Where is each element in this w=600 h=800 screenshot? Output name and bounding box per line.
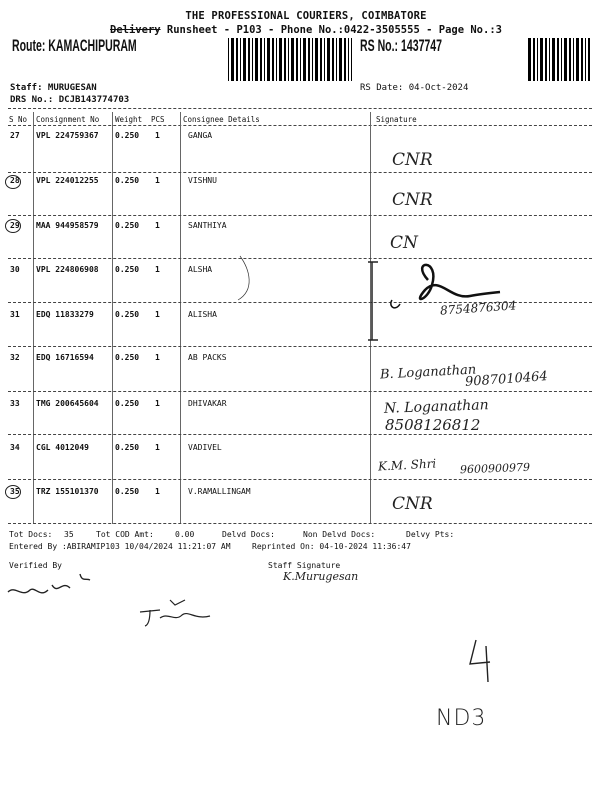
delvy-pts-label: Delvy Pts: xyxy=(406,530,455,539)
tot-docs-label: Tot Docs: xyxy=(9,530,53,539)
row-consignment: VPL 224806908 xyxy=(36,265,99,274)
sig-note-29: CN xyxy=(390,233,418,253)
row-pcs: 1 xyxy=(155,353,160,362)
col-consignment: Consignment No xyxy=(36,115,100,124)
col-pcs: PCS xyxy=(151,115,165,124)
row-weight: 0.250 xyxy=(115,443,140,452)
sig-note-35: CNR xyxy=(392,494,433,514)
sig-name-34: K.M. Shri xyxy=(377,456,437,474)
row-pcs: 1 xyxy=(155,176,160,185)
runsheet-subtitle: Runsheet - P103 - Phone No.:0422-3505555 - Page No.:3 xyxy=(160,24,502,36)
col-sno: S No xyxy=(9,115,28,124)
row-sno: 32 xyxy=(10,353,20,362)
row-consignee: ALSHA xyxy=(188,265,213,274)
row-weight: 0.250 xyxy=(115,265,140,274)
verified-by-label: Verified By xyxy=(9,561,62,570)
row-consignment: VPL 224759367 xyxy=(36,131,99,140)
row-sno: 33 xyxy=(10,399,20,408)
row-consignee: GANGA xyxy=(188,131,213,140)
ink-signature-31 xyxy=(391,300,400,308)
row-consignee: VISHNU xyxy=(188,176,217,185)
row-consignment: CGL 4012049 xyxy=(36,443,89,452)
row-consignment: VPL 224012255 xyxy=(36,176,99,185)
tot-cod-label: Tot COD Amt: xyxy=(96,530,154,539)
staff-handwritten-signature: K.Murugesan xyxy=(283,570,359,583)
row-consignee: V.RAMALLINGAM xyxy=(188,487,251,496)
row-pcs: 1 xyxy=(155,310,160,319)
row-weight: 0.250 xyxy=(115,221,140,230)
tot-cod-value: 0.00 xyxy=(175,530,195,539)
row-consignee: VADIVEL xyxy=(188,443,222,452)
row-sno: 28 xyxy=(10,176,20,185)
row-weight: 0.250 xyxy=(115,399,140,408)
drs-number: DRS No.: DCJB143774703 xyxy=(10,95,130,105)
row-pcs: 1 xyxy=(155,265,160,274)
row-sno: 35 xyxy=(10,487,20,496)
ink-page-mark xyxy=(470,640,490,682)
tot-docs-value: 35 xyxy=(64,530,74,539)
row-sno: 34 xyxy=(10,443,20,452)
rs-number: RS No.: 1437747 xyxy=(360,36,443,55)
row-sno: 30 xyxy=(10,265,20,274)
sig-note-34: 9600900979 xyxy=(459,460,531,477)
ink-verifier-signature xyxy=(8,574,90,593)
sig-note-31: 8754876304 xyxy=(439,298,517,318)
row-consignment: EDQ 16716594 xyxy=(36,353,94,362)
entered-by: Entered By :ABIRAMIP103 10/04/2024 11:21:07 AM xyxy=(9,542,231,551)
row-pcs: 1 xyxy=(155,221,160,230)
route-label: Route: KAMACHIPURAM xyxy=(12,36,137,55)
row-sno: 27 xyxy=(10,131,20,140)
row-consignment: MAA 944958579 xyxy=(36,221,99,230)
row-sno: 31 xyxy=(10,310,20,319)
nd-mark: ND3 xyxy=(436,706,487,731)
row-sno: 29 xyxy=(10,221,20,230)
reprinted-on: Reprinted On: 04-10-2024 11:36:47 xyxy=(252,542,411,551)
sig-note-33: 8508126812 xyxy=(385,416,481,434)
staff-name: Staff: MURUGESAN xyxy=(10,83,97,93)
col-signature: Signature xyxy=(376,115,417,124)
row-weight: 0.250 xyxy=(115,353,140,362)
row-consignee: ALISHA xyxy=(188,310,217,319)
doc-type-label: Delivery xyxy=(110,24,161,36)
ink-scribble xyxy=(238,256,249,300)
sig-note-32: 9087010464 xyxy=(464,369,549,390)
row-pcs: 1 xyxy=(155,443,160,452)
staff-signature-label: Staff Signature xyxy=(268,561,341,570)
row-consignee: AB PACKS xyxy=(188,353,227,362)
col-consignee: Consignee Details xyxy=(183,115,260,124)
row-pcs: 1 xyxy=(155,131,160,140)
row-weight: 0.250 xyxy=(115,310,140,319)
col-weight: Weight xyxy=(115,115,143,124)
row-weight: 0.250 xyxy=(115,487,140,496)
ink-second-signature xyxy=(140,600,210,626)
ink-bracket xyxy=(368,262,378,340)
row-weight: 0.250 xyxy=(115,176,140,185)
row-pcs: 1 xyxy=(155,399,160,408)
sig-name-33: N. Loganathan xyxy=(383,397,489,417)
company-title: THE PROFESSIONAL COURIERS, COIMBATORE xyxy=(185,10,427,22)
row-weight: 0.250 xyxy=(115,131,140,140)
row-consignee: SANTHIYA xyxy=(188,221,227,230)
sig-name-32: B. Loganathan xyxy=(379,362,477,383)
row-consignee: DHIVAKAR xyxy=(188,399,227,408)
non-delvd-docs-label: Non Delvd Docs: xyxy=(303,530,376,539)
sig-note-27: CNR xyxy=(392,150,433,170)
row-consignment: TRZ 155101370 xyxy=(36,487,99,496)
ink-signature-30 xyxy=(420,265,500,299)
row-consignment: TMG 200645604 xyxy=(36,399,99,408)
delvd-docs-label: Delvd Docs: xyxy=(222,530,275,539)
sig-note-28: CNR xyxy=(392,190,433,210)
row-consignment: EDQ 11833279 xyxy=(36,310,94,319)
rs-date: RS Date: 04-Oct-2024 xyxy=(360,83,469,93)
row-pcs: 1 xyxy=(155,487,160,496)
